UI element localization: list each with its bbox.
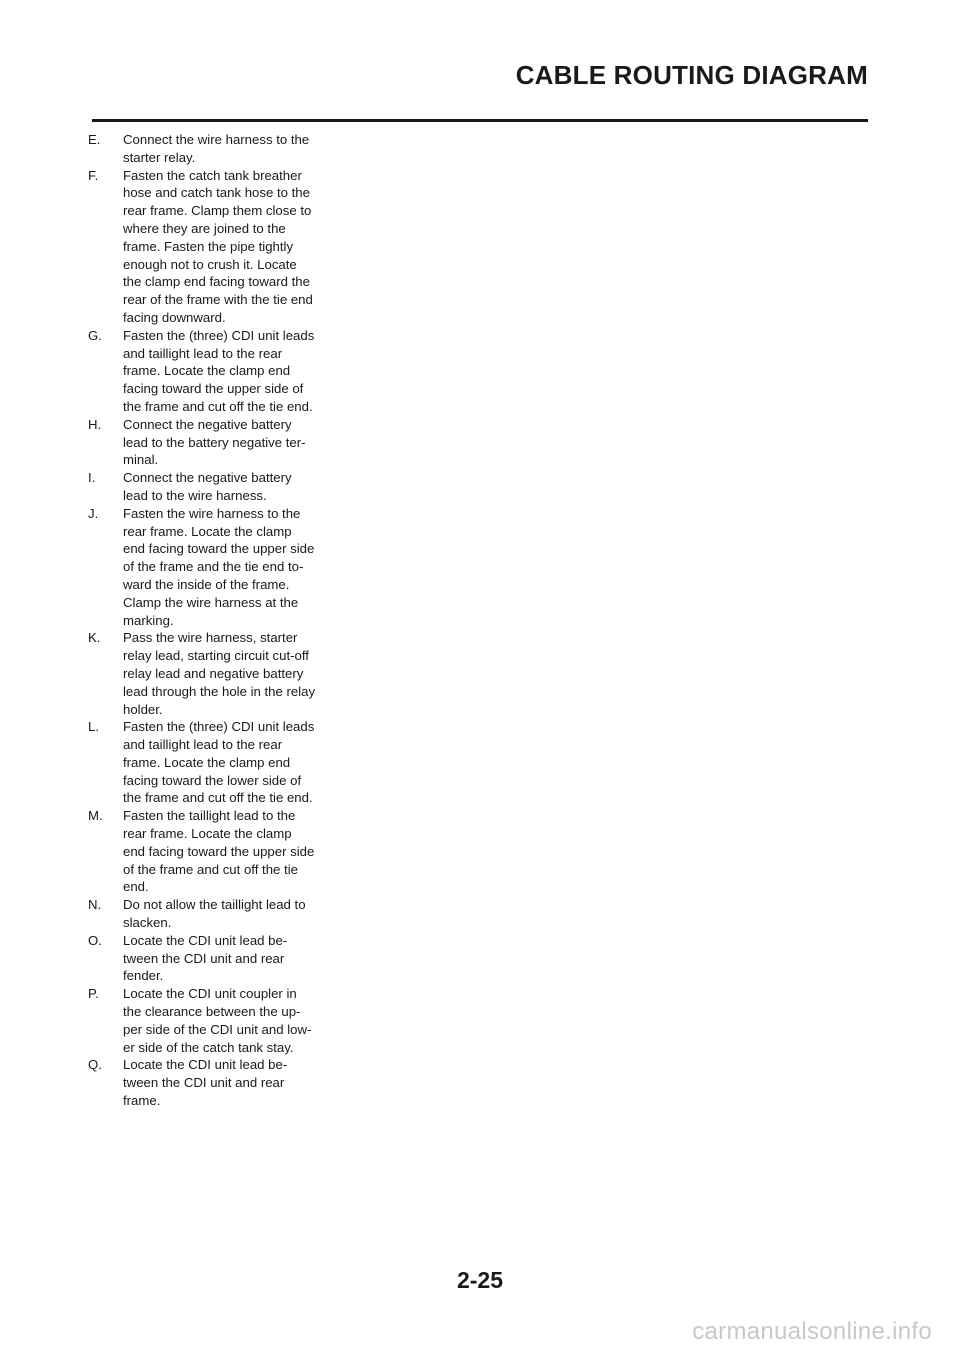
list-item	[88, 327, 338, 416]
step-text: Locate the CDI unit coupler in the clearance between the up- per side of the CDI unit and low- er side of the catch tank stay.	[123, 986, 312, 1055]
list-item	[88, 505, 338, 630]
step-letter: H.	[88, 416, 102, 432]
step-letter: K.	[88, 630, 101, 646]
page-title: CABLE ROUTING DIAGRAM	[515, 60, 868, 90]
step-text: Fasten the (three) CDI unit leads and taillight lead to the rear frame. Locate the clamp end facing toward the upper side of the frame and cut off the tie end.	[123, 327, 315, 414]
list-item	[88, 985, 338, 1056]
step-text: Pass the wire harness, starter relay lead, starting circuit cut-off relay lead and negative battery lead through the hole in the relay holder.	[123, 630, 316, 717]
step-text: Locate the CDI unit lead be- tween the CDI unit and rear frame.	[123, 1057, 288, 1109]
list-item	[88, 167, 338, 327]
step-text: Fasten the catch tank breather hose and catch tank hose to the rear frame. Clamp them close to where they are joined to the frame. Fasten the pipe tightly enough not to crush it. Locate the clamp end facing toward the rear of the frame with the tie end facing downward.	[123, 167, 313, 325]
step-text: Fasten the (three) CDI unit leads and taillight lead to the rear frame. Locate the clamp end facing toward the lower side of the frame and cut off the tie end.	[123, 719, 315, 806]
step-letter: Q.	[88, 1057, 102, 1073]
step-text: Locate the CDI unit lead be- tween the CDI unit and rear fender.	[123, 932, 288, 984]
step-letter: F.	[88, 167, 99, 183]
step-text: Connect the negative battery lead to the battery negative ter- minal.	[123, 416, 306, 468]
step-text: Connect the negative battery lead to the wire harness.	[123, 470, 292, 503]
step-letter: L.	[88, 719, 99, 735]
list-item	[88, 896, 338, 932]
list-item	[88, 131, 338, 167]
list-item	[88, 807, 338, 896]
step-text: Fasten the taillight lead to the rear frame. Locate the clamp end facing toward the upper side of the frame and cut off the tie end.	[123, 808, 315, 895]
step-text: Connect the wire harness to the starter relay.	[123, 132, 310, 165]
list-item	[88, 416, 338, 469]
step-letter: G.	[88, 327, 102, 343]
instruction-list	[88, 131, 338, 1110]
page-number: 2-25	[456, 1267, 504, 1293]
list-item	[88, 932, 338, 985]
step-letter: O.	[88, 932, 102, 948]
step-text: Fasten the wire harness to the rear frame. Locate the clamp end facing toward the upper side of the frame and the tie end to- ward the inside of the frame. Clamp the wire harness at the marking.	[123, 505, 315, 628]
step-letter: E.	[88, 132, 101, 147]
step-letter: N.	[88, 897, 102, 913]
step-letter: M.	[88, 808, 103, 824]
step-letter: I.	[88, 470, 96, 486]
step-letter: J.	[88, 505, 99, 521]
list-item	[88, 629, 338, 718]
list-item	[88, 469, 338, 505]
step-letter: P.	[88, 986, 99, 1002]
list-item	[88, 1056, 338, 1109]
list-item	[88, 718, 338, 807]
watermark-text: carmanualsonline.info	[692, 1318, 932, 1345]
title-divider	[92, 119, 868, 122]
step-text: Do not allow the taillight lead to slacken.	[123, 897, 306, 931]
